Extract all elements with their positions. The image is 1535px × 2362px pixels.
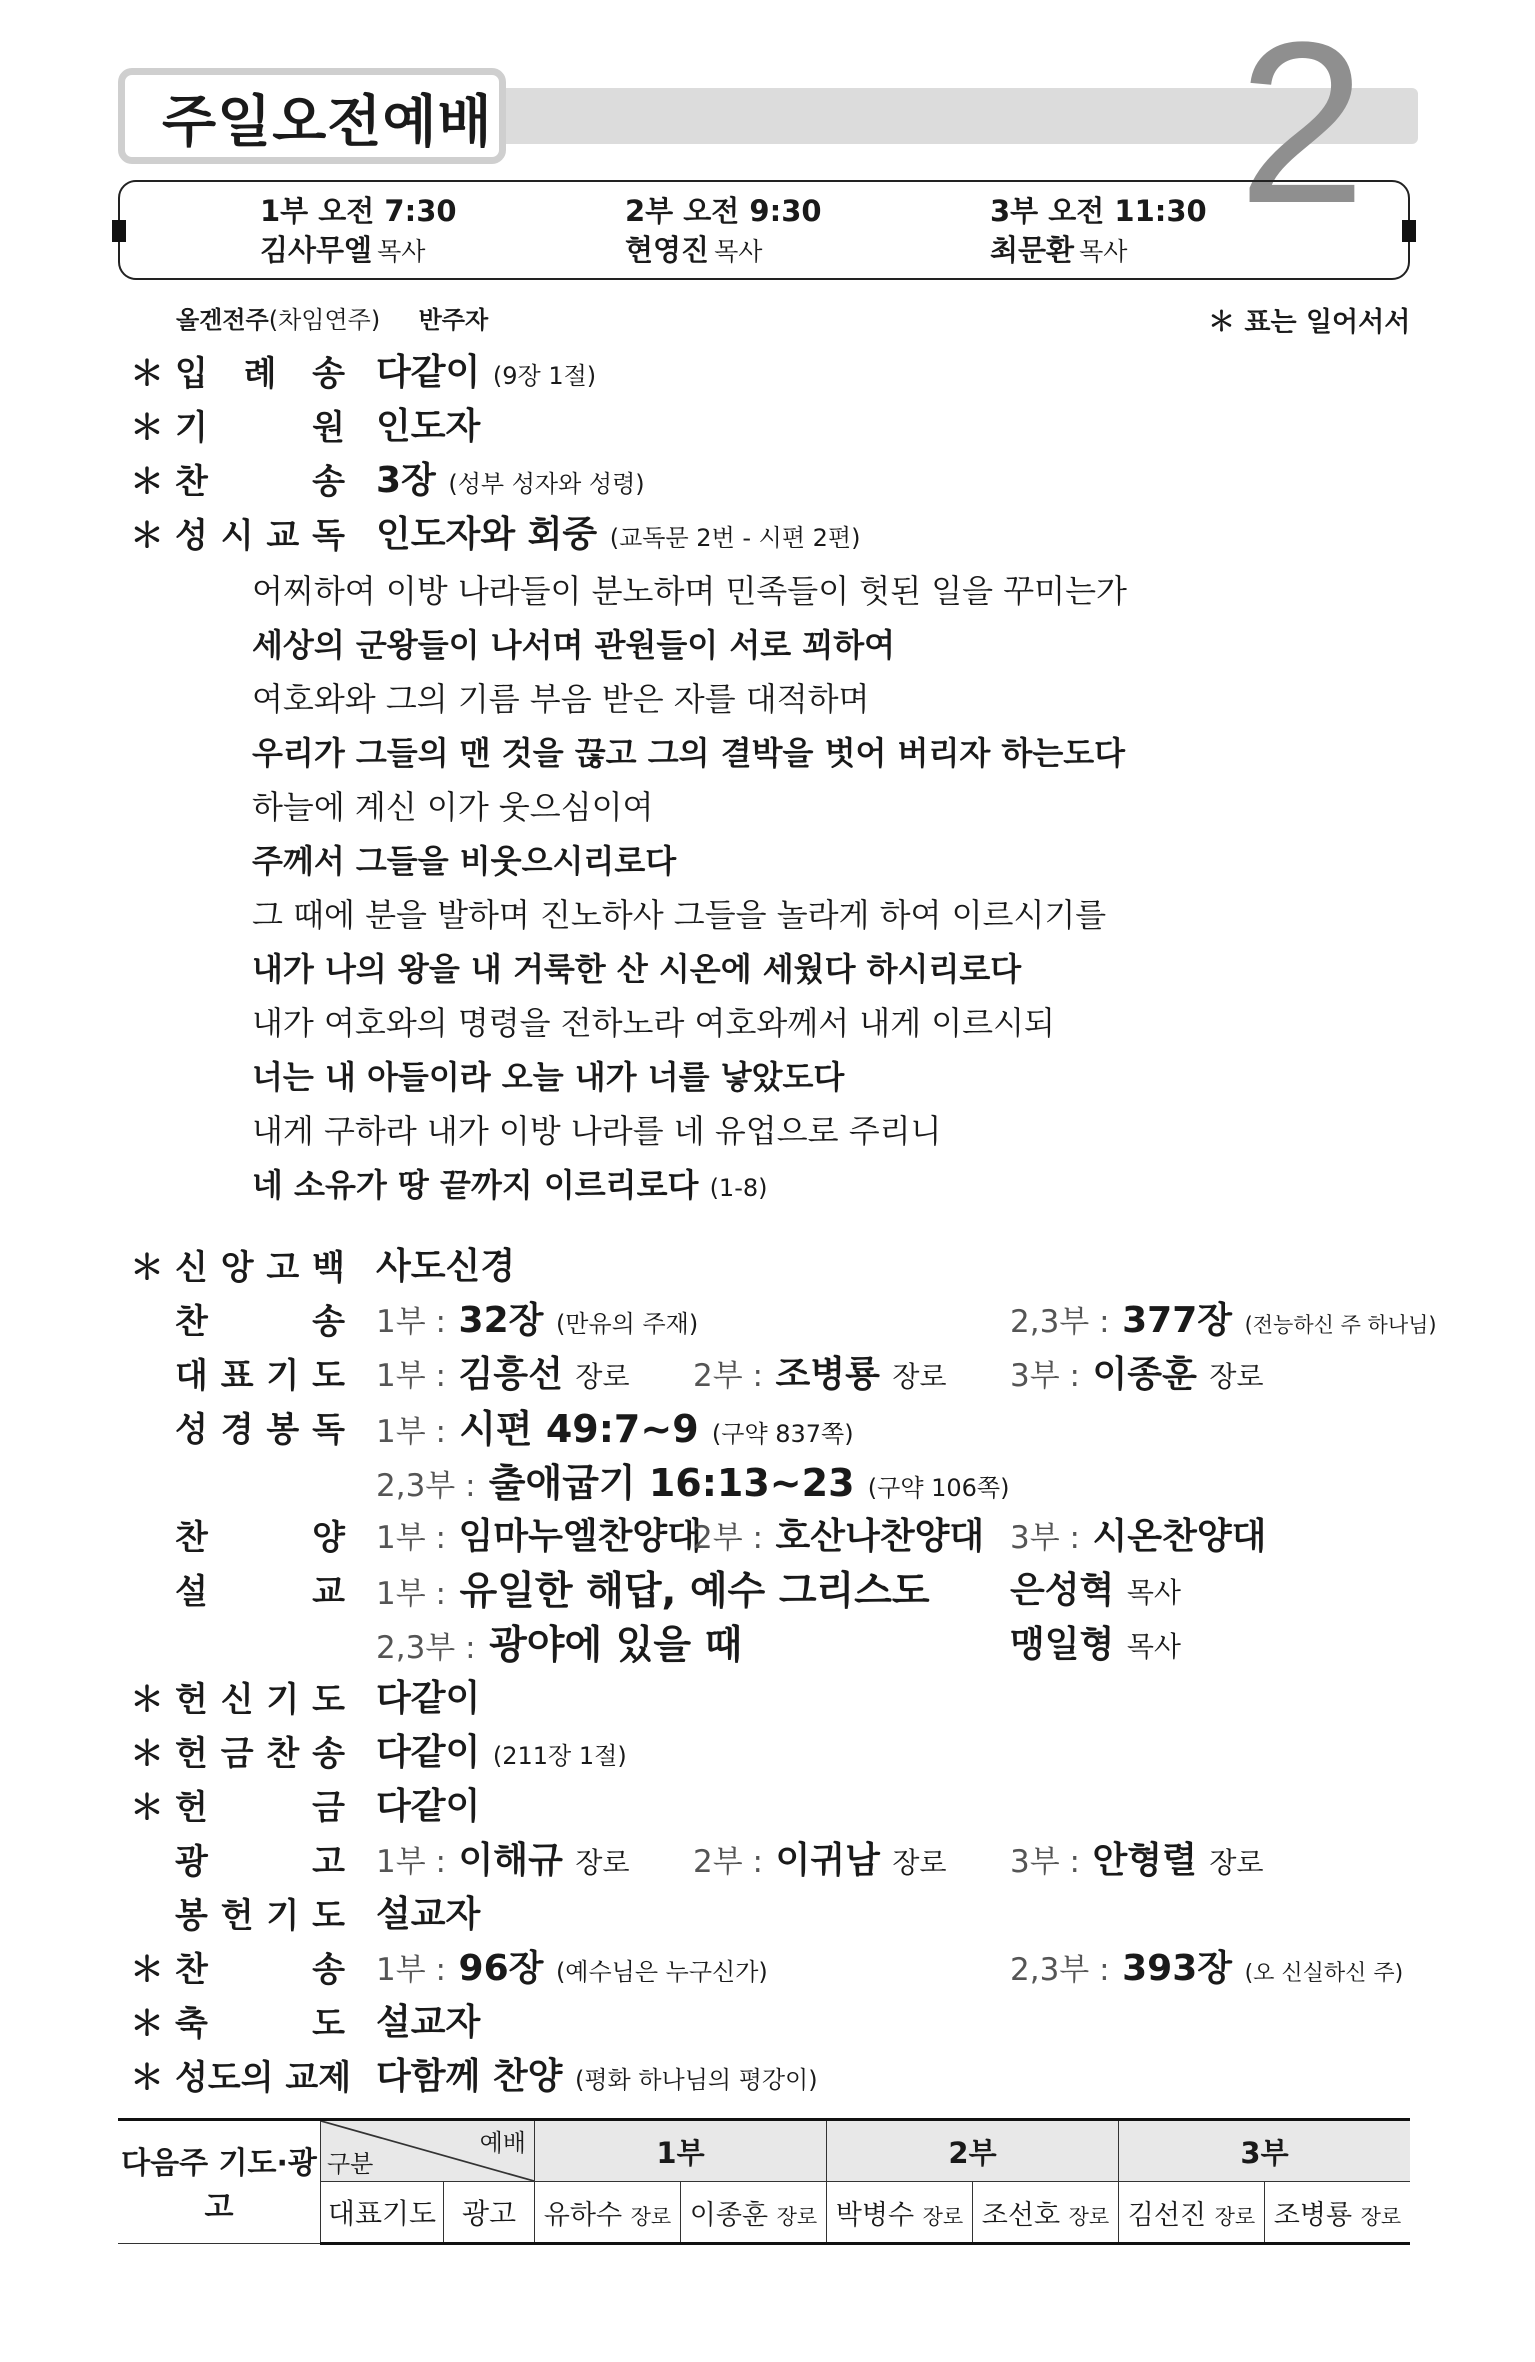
corner-cell (321, 2120, 535, 2182)
label-char: 금 (220, 1734, 254, 1774)
role: 장로 (575, 1846, 630, 1879)
label-char: 도 (312, 2004, 345, 2044)
prayer-service1 (376, 1346, 630, 1397)
service-1 (260, 192, 457, 270)
person: 조선호 (981, 2199, 1061, 2231)
role: 장로 (1068, 2204, 1110, 2229)
psalm-line: 내가 여호와의 명령을 전하노라 여호와께서 내게 이르시되 (252, 1004, 1055, 1042)
value-note: (211장 1절) (492, 1742, 627, 1770)
psalm-line (252, 1160, 768, 1206)
standing-note: ＊ 표는 일어서서 (1208, 307, 1411, 338)
label-char: 헌 (220, 1896, 254, 1936)
choir-service1 (376, 1508, 702, 1559)
service-prefix: 2,3부 : (376, 1468, 476, 1504)
label-reading (175, 508, 345, 557)
sermon-preacher2 (1010, 1616, 1181, 1667)
person: 이종훈 (689, 2199, 769, 2231)
value-text: 시편 49:7~9 (459, 1407, 699, 1451)
service-2 (625, 192, 822, 270)
announce-service3 (1010, 1832, 1264, 1883)
page-number: 2 (1238, 0, 1366, 251)
service-prefix: 1부 : (376, 1304, 446, 1340)
psalm-line: 우리가 그들의 맨 것을 끊고 그의 결박을 벗어 버리자 하는도다 (252, 734, 1126, 772)
label-char: 신 (220, 1680, 254, 1720)
sermon-preacher1 (1010, 1562, 1181, 1613)
label-char: 고 (312, 1842, 345, 1882)
col-prayer: 대표기도 (321, 2182, 444, 2244)
sermon-title: 유일한 해답, 예수 그리스도 (459, 1569, 930, 1614)
person: 조병룡 (1273, 2199, 1353, 2231)
label-char: 설 (175, 1572, 208, 1612)
value-text: 이종훈 (1092, 1354, 1197, 1395)
value-offering-hymn (376, 1724, 627, 1775)
sermon-service23 (376, 1614, 742, 1670)
psalm-line: 세상의 군왕들이 나서며 관원들이 서로 꾀하여 (252, 626, 896, 664)
hymn3-service23 (1010, 1940, 1403, 1991)
announce-service2 (693, 1832, 947, 1883)
value-hymn1 (376, 452, 645, 503)
label-hymn2 (175, 1294, 345, 1343)
next-week-table (118, 2118, 1410, 2245)
value-text: 32장 (458, 1300, 544, 1341)
label-char: 찬 (175, 1950, 208, 1990)
role: 목사 (1126, 1630, 1181, 1663)
value-benediction: 설교자 (376, 2002, 481, 2043)
service-prefix: 2,3부 : (1010, 1304, 1110, 1340)
service-prefix: 2부 : (693, 1358, 763, 1394)
service-prefix: 1부 : (376, 1358, 446, 1394)
stand-mark: ＊ (130, 2058, 164, 2098)
service-prefix: 3부 : (1010, 1358, 1080, 1394)
label-char: 송 (312, 462, 345, 502)
choir-service3 (1010, 1508, 1266, 1559)
label-char: 고 (266, 1248, 300, 1288)
announce-service1 (376, 1832, 630, 1883)
service-prefix: 1부 : (376, 1952, 446, 1988)
service-pastor: 최문환 (990, 233, 1075, 267)
label-offering (175, 1780, 345, 1829)
value-text: 이해규 (458, 1840, 563, 1881)
label-char: 기 (266, 1680, 300, 1720)
role: 장로 (1209, 1360, 1264, 1393)
service-2-header: 2부 (827, 2120, 1119, 2182)
label-char: 헌 (175, 1680, 208, 1720)
value-text: 393장 (1122, 1948, 1233, 1989)
value-offering: 다같이 (376, 1786, 481, 1827)
prayer-service2 (693, 1346, 947, 1397)
value-note: (교독문 2번 - 시편 2편) (609, 524, 861, 552)
label-char: 봉 (266, 1410, 300, 1450)
value-text: 377장 (1122, 1300, 1233, 1341)
value-text: 다같이 (376, 1732, 481, 1773)
service-prefix: 2부 : (693, 1844, 763, 1880)
hymn2-service23 (1010, 1292, 1437, 1343)
pastor-role: 목사 (1079, 237, 1128, 266)
scripture-service1 (376, 1398, 854, 1453)
box-tab-left (112, 220, 126, 242)
sermon-title: 광야에 있을 때 (489, 1623, 743, 1668)
psalm-line: 너는 내 아들이라 오늘 내가 너를 낳았도다 (252, 1058, 845, 1096)
prelude-paren: (차임연주) (268, 306, 381, 334)
role: 장로 (1214, 2204, 1256, 2229)
stand-mark: ＊ (130, 354, 164, 394)
value-dedication: 다같이 (376, 1678, 481, 1719)
role: 장로 (1209, 1846, 1264, 1879)
service-prefix: 1부 : (376, 1576, 446, 1612)
value-fellowship (376, 2048, 818, 2099)
value-text: 다같이 (376, 352, 481, 393)
scripture-service23 (376, 1452, 1009, 1507)
value-entrance (376, 344, 596, 395)
value-note: (전능하신 주 하나님) (1244, 1313, 1437, 1337)
role: 장로 (575, 1360, 630, 1393)
preacher: 은성혁 (1010, 1570, 1115, 1611)
value-offering-prayer: 설교자 (376, 1894, 481, 1935)
role: 장로 (892, 1846, 947, 1879)
stand-mark: ＊ (130, 1248, 164, 1288)
sermon-service1 (376, 1560, 930, 1616)
psalm-text: 네 소유가 땅 끝까지 이르리로다 (252, 1166, 699, 1204)
value-reading (376, 506, 860, 557)
label-char: 성 (175, 516, 208, 556)
stand-mark: ＊ (130, 1788, 164, 1828)
label-announce (175, 1834, 345, 1883)
label-char: 시 (220, 516, 254, 556)
label-char: 도 (312, 1896, 345, 1936)
value-text: 호산나찬양대 (775, 1516, 985, 1557)
psalm-line: 그 때에 분을 발하며 진노하사 그들을 놀라게 하여 이르시기를 (252, 896, 1107, 934)
role: 장로 (1360, 2204, 1402, 2229)
label-char: 표 (220, 1356, 254, 1396)
label-char: 기 (266, 1356, 300, 1396)
service-1-header: 1부 (535, 2120, 827, 2182)
label-benediction (175, 1996, 345, 2045)
person: 김선진 (1127, 2199, 1207, 2231)
label-char: 헌 (175, 1788, 208, 1828)
s1-prayer (535, 2182, 681, 2244)
label-invocation (175, 400, 345, 449)
stand-mark: ＊ (130, 1734, 164, 1774)
corner-left: 구분 (327, 2150, 374, 2178)
label-creed (175, 1240, 345, 1289)
role: 장로 (630, 2204, 672, 2229)
s3-prayer (1119, 2182, 1265, 2244)
value-text: 시온찬양대 (1092, 1516, 1267, 1557)
psalm-line: 여호와와 그의 기름 부음 받은 자를 대적하며 (252, 680, 870, 718)
prelude (176, 300, 488, 335)
label-char: 경 (220, 1410, 254, 1450)
label-char: 기 (175, 408, 208, 448)
s2-announce (973, 2182, 1119, 2244)
stand-mark: ＊ (130, 2004, 164, 2044)
role: 장로 (776, 2204, 818, 2229)
service-prefix: 1부 : (376, 1414, 446, 1450)
value-text: 인도자와 회중 (376, 514, 598, 555)
label-scripture (175, 1402, 345, 1451)
label-char: 송 (312, 1950, 345, 1990)
label-char: 찬 (175, 1518, 208, 1558)
order-part-1 (0, 340, 1535, 570)
psalm-line: 내가 나의 왕을 내 거룩한 산 시온에 세웠다 하시리로다 (252, 950, 1022, 988)
label-char: 성 (175, 1410, 208, 1450)
psalm-line: 주께서 그들을 비웃으시리로다 (252, 842, 677, 880)
label-char: 찬 (266, 1734, 300, 1774)
value-text: 안형렬 (1092, 1840, 1197, 1881)
label-char: 도 (312, 1356, 345, 1396)
value-note: (구약 106쪽) (867, 1474, 1010, 1502)
value-text: 임마누엘찬양대 (458, 1516, 702, 1557)
value-text: 이귀남 (775, 1840, 880, 1881)
label-char: 례 (243, 354, 277, 394)
stand-mark: ＊ (130, 1950, 164, 1990)
role: 장로 (922, 2204, 964, 2229)
role: 장로 (892, 1360, 947, 1393)
stand-mark: ＊ (130, 1680, 164, 1720)
label-char: 도 (312, 1680, 345, 1720)
service-pastor: 김사무엘 (260, 233, 373, 267)
value-text: 3장 (376, 460, 436, 501)
label-prayer (175, 1348, 345, 1397)
prelude-label: 올겐전주 (176, 306, 269, 334)
stand-mark: ＊ (130, 408, 164, 448)
label-sermon (175, 1564, 345, 1613)
label-char: 대 (175, 1356, 208, 1396)
label-char: 송 (312, 1734, 345, 1774)
label-char: 찬 (175, 1302, 208, 1342)
label-hymn3 (175, 1942, 345, 1991)
stand-mark: ＊ (130, 462, 164, 502)
psalm-line: 어찌하여 이방 나라들이 분노하며 민족들이 헛된 일을 꾸미는가 (252, 572, 1127, 610)
service-times-box (118, 180, 1410, 280)
s2-prayer (827, 2182, 973, 2244)
value-text: 출애굽기 16:13~23 (488, 1461, 855, 1505)
psalm-ref: (1-8) (709, 1174, 768, 1202)
label-offering-prayer (175, 1888, 345, 1937)
label-entrance (175, 346, 345, 395)
label-char: 신 (175, 1248, 208, 1288)
label-char: 광 (175, 1842, 208, 1882)
label-hymn1 (175, 454, 345, 503)
value-note: (예수님은 누구신가) (555, 1958, 768, 1986)
label-fellowship: 성도의 교제 (175, 2058, 352, 2098)
prelude-player: 반주자 (418, 306, 489, 334)
value-note: (성부 성자와 성령) (448, 470, 645, 498)
label-char: 앙 (220, 1248, 254, 1288)
service-prefix: 1부 : (376, 1844, 446, 1880)
service-prefix: 1부 : (376, 1520, 446, 1556)
value-note: (평화 하나님의 평강이) (574, 2066, 818, 2094)
psalm-line: 하늘에 계신 이가 웃으심이여 (252, 788, 654, 826)
label-char: 송 (312, 1302, 345, 1342)
box-tab-right (1402, 220, 1416, 242)
label-char: 교 (312, 1572, 345, 1612)
label-char: 기 (266, 1896, 300, 1936)
service-3 (990, 192, 1207, 270)
value-note: (9장 1절) (492, 362, 597, 390)
psalm-line: 내게 구하라 내가 이방 나라를 네 유업으로 주리니 (252, 1112, 942, 1150)
service-prefix: 3부 : (1010, 1844, 1080, 1880)
label-char: 양 (312, 1518, 345, 1558)
value-text: 김흥선 (458, 1354, 563, 1395)
label-offering-hymn (175, 1726, 345, 1775)
col-announce: 광고 (444, 2182, 535, 2244)
hymn3-service1 (376, 1940, 768, 1991)
service-prefix: 2부 : (693, 1520, 763, 1556)
s3-announce (1265, 2182, 1411, 2244)
role: 목사 (1126, 1576, 1181, 1609)
service-time: 2부 오전 9:30 (625, 194, 822, 228)
page-title: 주일오전예배 (162, 90, 493, 155)
service-time: 1부 오전 7:30 (260, 194, 457, 228)
label-char: 송 (312, 354, 345, 394)
hymn2-service1 (376, 1292, 698, 1343)
label-char: 금 (312, 1788, 345, 1828)
value-text: 조병룡 (775, 1354, 880, 1395)
value-note: (오 신실하신 주) (1244, 1961, 1404, 1986)
service-prefix: 3부 : (1010, 1520, 1080, 1556)
service-pastor: 현영진 (625, 233, 710, 267)
service-3-header: 3부 (1119, 2120, 1411, 2182)
choir-service2 (693, 1508, 984, 1559)
label-char: 교 (266, 516, 300, 556)
label-char: 봉 (175, 1896, 208, 1936)
label-char: 원 (312, 408, 345, 448)
next-week-title: 다음주 기도·광고 (118, 2120, 321, 2244)
value-creed: 사도신경 (376, 1246, 516, 1287)
pastor-role: 목사 (714, 237, 763, 266)
label-char: 헌 (175, 1734, 208, 1774)
label-char: 독 (312, 1410, 345, 1450)
label-char: 독 (312, 516, 345, 556)
service-time: 3부 오전 11:30 (990, 194, 1207, 228)
stand-mark: ＊ (130, 516, 164, 556)
value-text: 96장 (458, 1948, 544, 1989)
label-choir (175, 1510, 345, 1559)
value-note: (구약 837쪽) (711, 1420, 854, 1448)
label-char: 백 (312, 1248, 345, 1288)
s1-announce (681, 2182, 827, 2244)
value-invocation: 인도자 (376, 406, 481, 447)
preacher: 맹일형 (1010, 1624, 1115, 1665)
corner-right: 예배 (479, 2129, 526, 2157)
person: 유하수 (543, 2199, 623, 2231)
person: 박병수 (835, 2199, 915, 2231)
pastor-role: 목사 (377, 237, 426, 266)
label-char: 축 (175, 2004, 208, 2044)
prayer-service3 (1010, 1346, 1264, 1397)
value-note: (만유의 주재) (555, 1310, 699, 1338)
service-prefix: 2,3부 : (1010, 1952, 1110, 1988)
label-char: 입 (175, 354, 208, 394)
service-prefix: 2,3부 : (376, 1630, 476, 1666)
value-text: 다함께 찬양 (376, 2056, 563, 2097)
label-dedication (175, 1672, 345, 1721)
label-char: 찬 (175, 462, 208, 502)
